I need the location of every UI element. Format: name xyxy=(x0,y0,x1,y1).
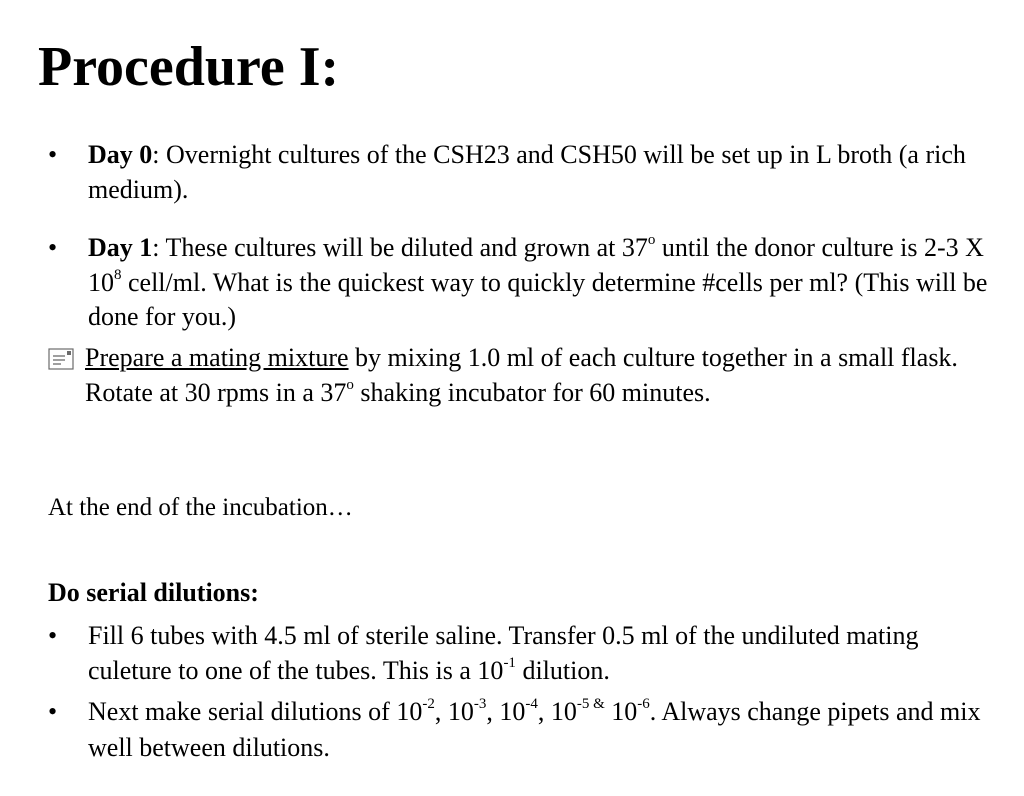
day0-label: Day 0 xyxy=(88,140,153,169)
bullet-day1-text: Day 1: These cultures will be diluted and grown at 37$^o$ until the donor culture is 2-3 X $10^8$ cell/ml. What is the quickest way to quickly determine #cells per ml? (This will be done for you.) xyxy=(88,232,988,331)
bullet-next-dilutions xyxy=(48,694,988,766)
end-of-incubation-note: At the end of the incubation… xyxy=(48,494,353,521)
bullet-marker: • xyxy=(48,233,58,262)
comment-note-icon[interactable] xyxy=(48,348,74,370)
bullet-fill-tubes-text: Fill 6 tubes with 4.5 ml of sterile saline. Transfer 0.5 ml of the undiluted mating culeture to one of the tubes. This is a $10^{-1}$ dilution. xyxy=(88,621,919,685)
bullet-marker: • xyxy=(48,697,58,726)
mating-mixture-link: Prepare a mating mixture xyxy=(85,343,349,372)
bullet-mating-text: Prepare a mating mixture by mixing 1.0 ml of each culture together in a small flask. Rotate at 30 rpms in a 37$^o$ shaking incubator for 60 minutes. xyxy=(85,343,958,407)
bullet-day0-text: Day 0: Overnight cultures of the CSH23 and CSH50 will be set up in L broth (a rich medium). xyxy=(88,140,966,204)
bullet-marker: • xyxy=(48,140,58,169)
bullet-day0 xyxy=(48,138,988,207)
bullet-day1 xyxy=(48,231,988,335)
bullet-marker: • xyxy=(48,621,58,650)
day1-label: Day 1 xyxy=(88,233,153,262)
bullet-mating xyxy=(48,341,988,410)
slide-title: Procedure I: xyxy=(38,36,340,98)
serial-dilutions-heading: Do serial dilutions: xyxy=(48,578,259,607)
bullet-next-dilutions-text: Next make serial dilutions of $10^{-2}$, $10^{-3}$, $10^{-4}$, $10^{-5 \&}$ $10^{-6}$. Always change pipets and mix well between dilutions. xyxy=(88,696,981,762)
bullet-fill-tubes xyxy=(48,619,988,688)
